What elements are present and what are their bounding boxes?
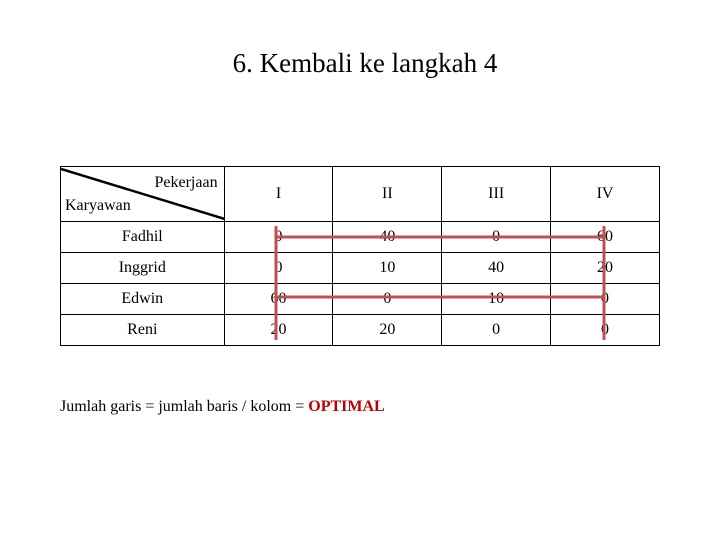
column-header: IV — [551, 167, 660, 222]
table-cell: 40 — [333, 222, 442, 253]
table-cell: 0 — [333, 284, 442, 315]
table-header-row — [61, 167, 660, 222]
table-corner-cell — [61, 167, 225, 222]
assignment-table — [60, 166, 660, 346]
table-row — [61, 253, 660, 284]
table-cell: 60 — [551, 222, 660, 253]
table-cell: 0 — [551, 315, 660, 346]
column-header: III — [442, 167, 551, 222]
table-cell: 10 — [333, 253, 442, 284]
table-cell: 20 — [333, 315, 442, 346]
table-cell: 20 — [224, 315, 333, 346]
table-cell: 0 — [551, 284, 660, 315]
table-cell: 0 — [442, 222, 551, 253]
row-label: Fadhil — [61, 222, 225, 253]
footer-text: Jumlah garis = jumlah baris / kolom = — [60, 398, 309, 415]
table-row — [61, 315, 660, 346]
slide-title: 6. Kembali ke langkah 4 — [232, 48, 498, 78]
corner-label-job: Pekerjaan — [154, 174, 218, 191]
table-row — [61, 284, 660, 315]
table-row — [61, 222, 660, 253]
row-label: Edwin — [61, 284, 225, 315]
table-cell: 0 — [224, 253, 333, 284]
row-label: Inggrid — [61, 253, 225, 284]
table-cell: 10 — [442, 284, 551, 315]
table-cell: 20 — [551, 253, 660, 284]
table-cell: 60 — [224, 284, 333, 315]
column-header: II — [333, 167, 442, 222]
corner-label-employee: Karyawan — [65, 197, 131, 214]
row-label: Reni — [61, 315, 225, 346]
table-cell: 0 — [442, 315, 551, 346]
optimal-label: OPTIMAL — [308, 398, 385, 415]
table-cell: 40 — [442, 253, 551, 284]
footer-note — [60, 398, 385, 416]
table-cell: 0 — [224, 222, 333, 253]
column-header: I — [224, 167, 333, 222]
